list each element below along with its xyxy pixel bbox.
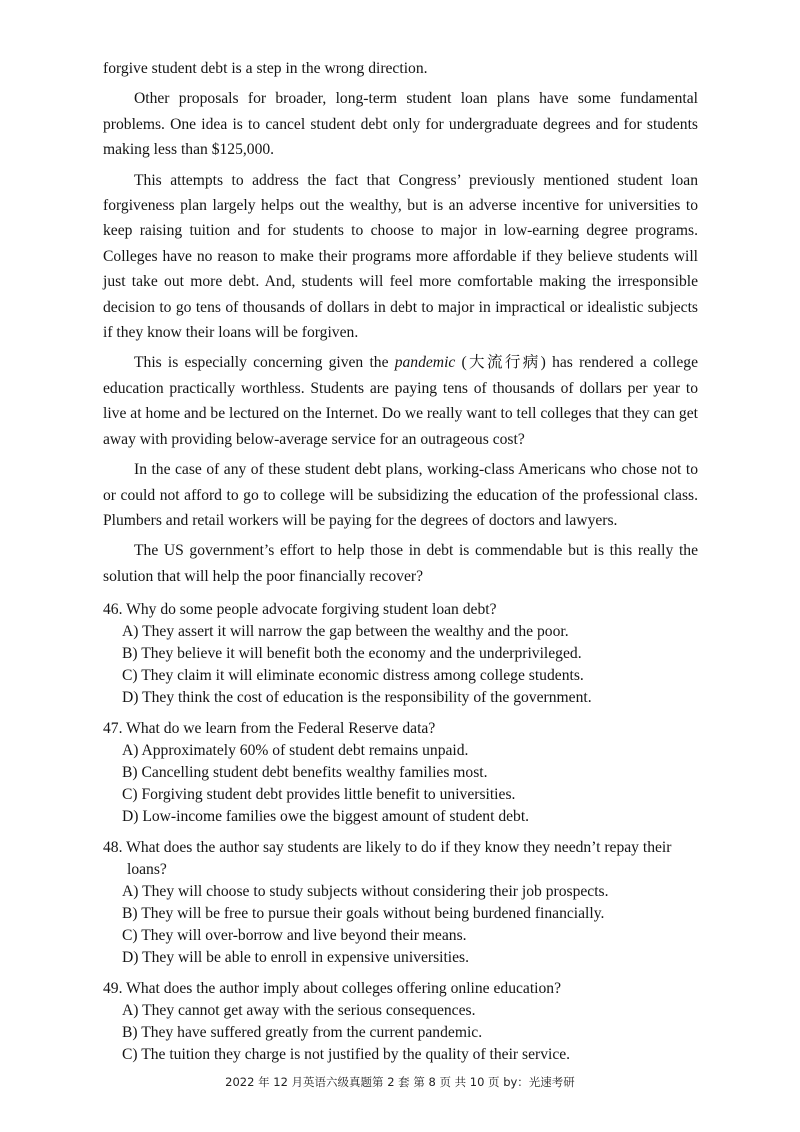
answer-option-d: D) They will be able to enroll in expensive universities.	[122, 949, 470, 967]
question-48	[103, 837, 698, 969]
vocabulary-term: pandemic	[394, 354, 456, 372]
answer-option-a: A) They cannot get away with the serious consequences.	[122, 1002, 476, 1020]
passage-paragraph-2: Other proposals for broader, long-term student loan plans have some fundamental problems. One idea is to cancel student debt only for undergraduate degrees and for students making less than $125,000.	[103, 90, 698, 159]
answer-option-a: A) Approximately 60% of student debt remains unpaid.	[122, 742, 469, 760]
question-47	[103, 718, 698, 828]
passage-paragraph-3: This attempts to address the fact that Congress’ previously mentioned student loan forgiveness plan largely helps out the wealthy, but is an adverse incentive for universities to keep raising tuition and for students to choose to major in low-earning degree programs. Colleges have no reason to make their programs more affordable if they believe students will just take out more debt. And, students will feel more comfortable making the irresponsible decision to go tens of thousands of dollars in debt to major in impractical or idealistic subjects if they know their loans will be forgiven.	[103, 171, 698, 342]
question-stem: 47. What do we learn from the Federal Reserve data?	[103, 720, 436, 738]
answer-option-c: C) They claim it will eliminate economic distress among college students.	[122, 667, 584, 685]
passage-paragraph-1: forgive student debt is a step in the wrong direction.	[103, 60, 428, 77]
paragraph-4-text-end: has rendered a college education practically worthless. Students are paying tens of thousands of dollars per year to live at home and be lectured on the Internet. Do we really want to tell colleges that they can get away with providing below-average service for an outrageous cost?	[103, 354, 698, 448]
vocabulary-gloss: (大流行病)	[455, 354, 546, 372]
question-stem: 48. What does the author say students are likely to do if they know they needn’t repay their loans?	[103, 839, 672, 879]
passage-paragraph-6: The US government’s effort to help those in debt is commendable but is this really the solution that will help the poor financially recover?	[103, 542, 698, 585]
answer-option-b: B) They will be free to pursue their goals without being burdened financially.	[122, 905, 605, 923]
paragraph-4-text-start: This is especially concerning given the	[134, 354, 395, 372]
question-49	[103, 978, 698, 1066]
answer-option-a: A) They will choose to study subjects without considering their job prospects.	[122, 883, 609, 901]
answer-option-c: C) They will over-borrow and live beyond their means.	[122, 927, 467, 945]
answer-option-d: D) They think the cost of education is the responsibility of the government.	[122, 689, 592, 707]
answer-option-c: C) Forgiving student debt provides little benefit to universities.	[122, 786, 516, 804]
question-list	[103, 599, 698, 1066]
reading-passage	[103, 56, 698, 589]
answer-option-c: C) The tuition they charge is not justified by the quality of their service.	[122, 1046, 571, 1064]
answer-option-b: B) They have suffered greatly from the current pandemic.	[122, 1024, 483, 1042]
document-page	[103, 56, 698, 1075]
answer-option-a: A) They assert it will narrow the gap between the wealthy and the poor.	[122, 623, 569, 641]
answer-option-b: B) Cancelling student debt benefits wealthy families most.	[122, 764, 488, 782]
answer-option-b: B) They believe it will benefit both the economy and the underprivileged.	[122, 645, 582, 663]
page-footer: 2022 年 12 月英语六级真题第 2 套 第 8 页 共 10 页 by：光速考研	[225, 1075, 575, 1089]
passage-paragraph-5: In the case of any of these student debt plans, working-class Americans who chose not to or could not afford to go to college will be subsidizing the education of the professional class. Plumbers and retail workers will be paying for the degrees of doctors and lawyers.	[103, 461, 698, 529]
question-stem: 49. What does the author imply about colleges offering online education?	[103, 980, 562, 998]
question-stem: 46. Why do some people advocate forgiving student loan debt?	[103, 601, 497, 619]
answer-option-d: D) Low-income families owe the biggest amount of student debt.	[122, 808, 530, 826]
passage-paragraph-4	[103, 350, 698, 452]
question-46	[103, 599, 698, 709]
